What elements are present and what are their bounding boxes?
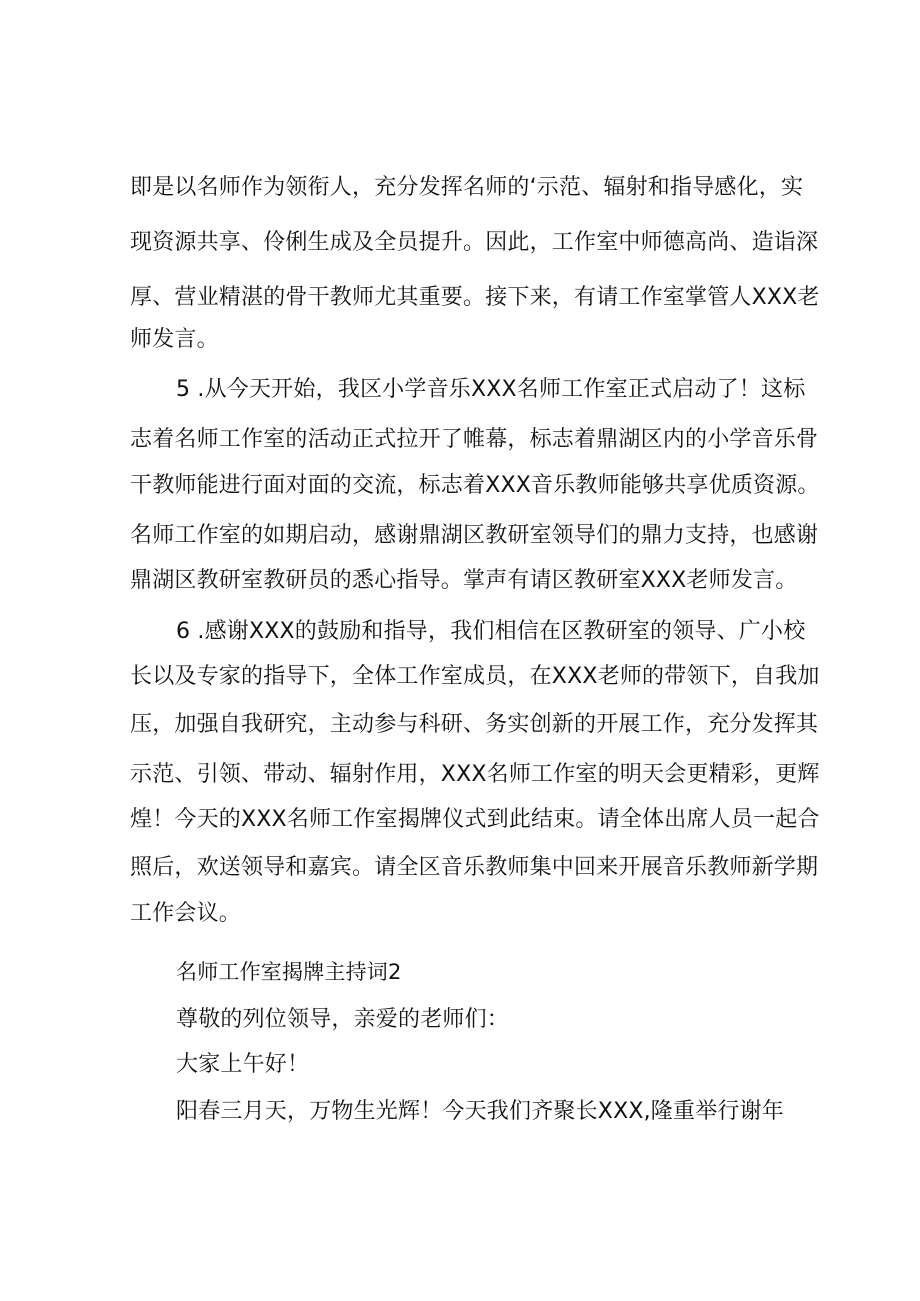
text-line: 鼎湖区教研室教研员的悉心指导。掌声有请区教研室XXX老师发言。 bbox=[130, 568, 798, 593]
text-line: 志着名师工作室的活动正式拉开了帷幕，标志着鼎湖区内的小学音乐骨 bbox=[130, 427, 819, 452]
text-line: 师发言。 bbox=[130, 327, 219, 352]
text-line: 长以及专家的指导下，全体工作室成员，在XXX老师的带领下，自我加 bbox=[130, 664, 820, 689]
text-line: 名师工作室的如期启动，感谢鼎湖区教研室领导们的鼎力支持，也感谢 bbox=[130, 523, 819, 548]
text-line: 现资源共享、伶俐生成及全员提升。因此，工作室中师德高尚、造诣深 bbox=[130, 230, 819, 255]
text-line: 示范、引领、带动、辐射作用，XXX名师工作室的明天会更精彩，更辉 bbox=[130, 762, 820, 787]
text-line: 煌！今天的XXX名师工作室揭牌仪式到此结束。请全体出席人员一起合 bbox=[130, 807, 820, 832]
text-line: 尊敬的列位领导，亲爱的老师们： bbox=[176, 1007, 510, 1032]
text-line: 厚、营业精湛的骨干教师尤其重要。接下来，有请工作室掌管人XXX老 bbox=[130, 285, 820, 310]
text-line: 即是以名师作为领衔人，充分发挥名师的‘示范、辐射和指导感化，实 bbox=[130, 175, 804, 200]
text-line: 6 .感谢XXX的鼓励和指导，我们相信在区教研室的领导、广小校 bbox=[176, 619, 806, 644]
text-line: 阳春三月天，万物生光辉！今天我们齐聚长XXX,隆重举行谢年 bbox=[176, 1099, 785, 1124]
section-heading: 名师工作室揭牌主持词2 bbox=[176, 960, 402, 984]
text-line: 照后，欢送领导和嘉宾。请全区音乐教师集中回来开展音乐教师新学期 bbox=[130, 855, 819, 880]
text-line: 5 .从今天开始，我区小学音乐XXX名师工作室正式启动了！这标 bbox=[176, 377, 806, 402]
text-line: 压，加强自我研究，主动参与科研、务实创新的开展工作，充分发挥其 bbox=[130, 712, 819, 737]
text-line: 大家上午好！ bbox=[176, 1052, 310, 1077]
text-line: 干教师能进行面对面的交流，标志着XXX音乐教师能够共享优质资源。 bbox=[130, 473, 820, 498]
text-line: 工作会议。 bbox=[130, 901, 242, 926]
